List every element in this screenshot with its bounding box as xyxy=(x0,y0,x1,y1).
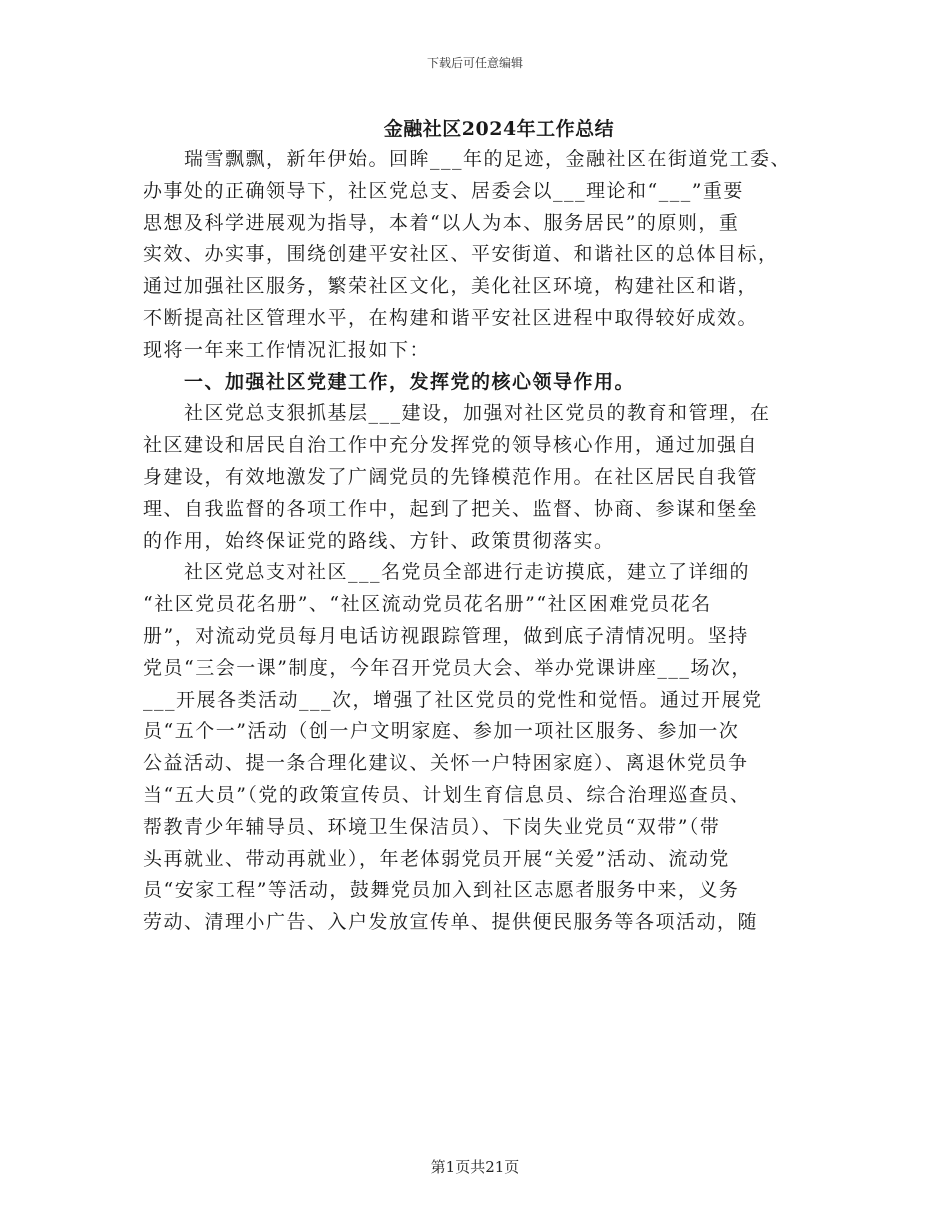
document-body xyxy=(143,144,833,939)
body-line: 头再就业、带动再就业），年老体弱党员开展“关爱”活动、流动党 xyxy=(143,847,730,870)
body-line: 办事处的正确领导下，社区党总支、居委会以___理论和“___”重要 xyxy=(143,179,744,202)
body-line: 员“安家工程”等活动，鼓舞党员加入到社区志愿者服务中来，义务 xyxy=(143,879,740,902)
body-line: 员“五个一”活动（创一户文明家庭、参加一项社区服务、参加一次 xyxy=(143,720,740,743)
body-line: 理、自我监督的各项工作中，起到了把关、监督、协商、参谋和堡垒 xyxy=(143,497,759,520)
body-line: 通过加强社区服务，繁荣社区文化，美化社区环境，构建社区和谐， xyxy=(143,275,759,298)
body-line: 的作用，始终保证党的路线、方针、政策贯彻落实。 xyxy=(143,529,615,552)
body-line: 劳动、清理小广告、入户发放宣传单、提供便民服务等各项活动，随 xyxy=(143,911,759,934)
body-line: 不断提高社区管理水平，在构建和谐平安社区进程中取得较好成效。 xyxy=(143,306,759,329)
body-line: 公益活动、提一条合理化建议、关怀一户特困家庭）、离退休党员争 xyxy=(143,752,749,775)
body-line: 当“五大员”（党的政策宣传员、计划生育信息员、综合治理巡查员、 xyxy=(143,783,751,806)
body-line: 社区党总支对社区___名党员全部进行走访摸底，建立了详细的 xyxy=(143,561,751,584)
body-line: 社区建设和居民自治工作中充分发挥党的领导核心作用，通过加强自 xyxy=(143,434,759,457)
body-line: 思想及科学进展观为指导，本着“以人为本、服务居民”的原则，重 xyxy=(143,211,740,234)
body-line: 帮教青少年辅导员、环境卫生保洁员）、下岗失业党员“双带”（带 xyxy=(143,815,721,838)
header-note: 下载后可任意编辑 xyxy=(426,56,523,70)
body-line: ___开展各类活动___次，增强了社区党员的党性和觉悟。通过开展党 xyxy=(143,688,763,711)
page-number-footer: 第1页共21页 xyxy=(430,1158,520,1176)
document-title: 金融社区2024年工作总结 xyxy=(383,118,615,140)
body-line: 瑞雪飘飘，新年伊始。回眸___年的足迹，金融社区在街道党工委、 xyxy=(143,148,792,170)
body-line: 现将一年来工作情况汇报如下： xyxy=(143,338,431,361)
body-line: 实效、办实事，围绕创建平安社区、平安街道、和谐社区的总体目标， xyxy=(143,243,779,266)
body-line: “社区党员花名册”、“社区流动党员花名册”“社区困难党员花名 xyxy=(143,593,712,616)
section-heading: 一、加强社区党建工作，发挥党的核心领导作用。 xyxy=(143,370,636,393)
body-line: 身建设，有效地激发了广阔党员的先锋模范作用。在社区居民自我管 xyxy=(143,465,759,488)
body-line: 册”，对流动党员每月电话访视跟踪管理，做到底子清情况明。坚持 xyxy=(143,624,749,647)
body-line: 社区党总支狠抓基层___建设，加强对社区党员的教育和管理，在 xyxy=(143,402,771,425)
body-line: 党员“三会一课”制度，今年召开党员大会、举办党课讲座___场次， xyxy=(143,656,752,679)
